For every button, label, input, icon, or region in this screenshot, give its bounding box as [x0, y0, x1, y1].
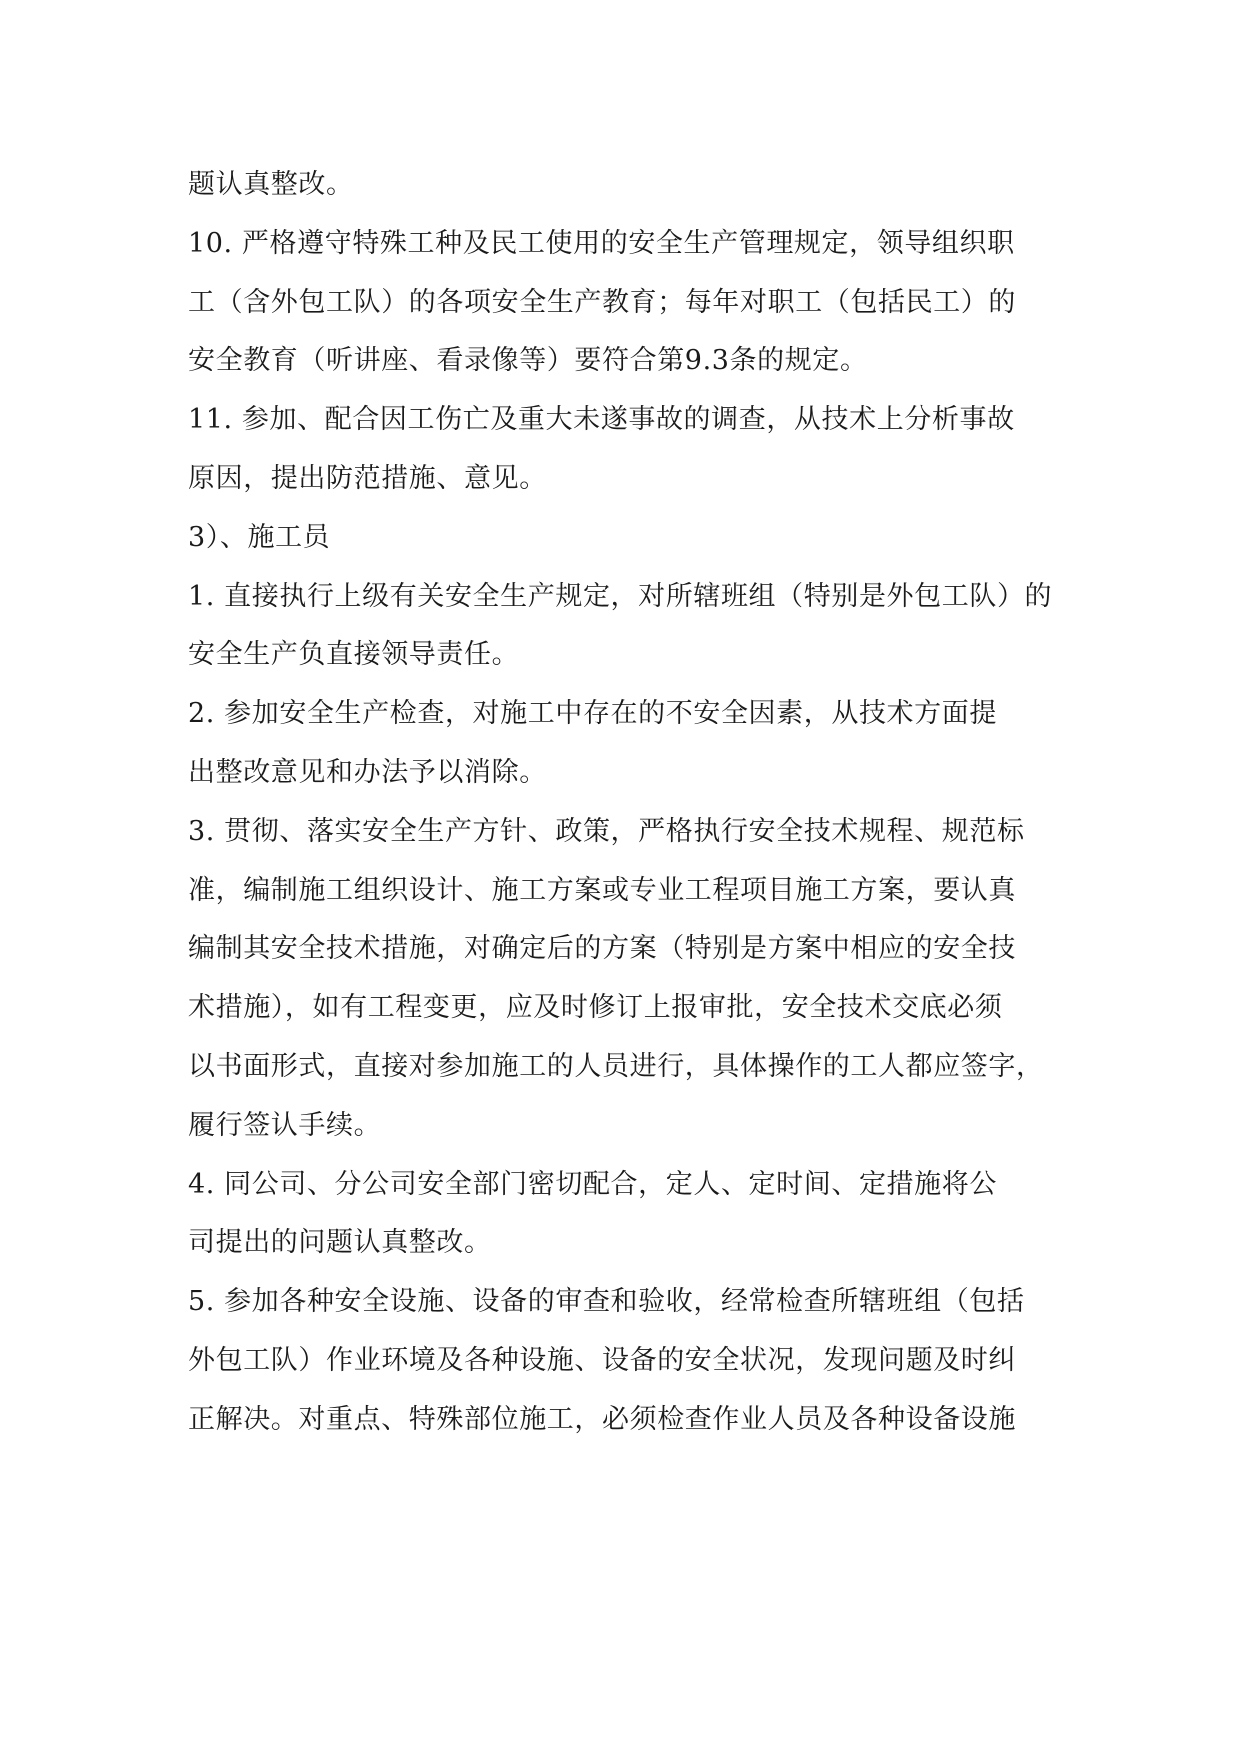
text-line: 10. 严格遵守特殊工种及民工使用的安全生产管理规定，领导组织职 [188, 227, 1015, 259]
text-line: 以书面形式，直接对参加施工的人员进行，具体操作的工人都应签字， [188, 1050, 1044, 1082]
text-line: 准，编制施工组织设计、施工方案或专业工程项目施工方案，要认真 [188, 874, 1016, 906]
text-line: 3. 贯彻、落实安全生产方针、政策，严格执行安全技术规程、规范标 [188, 815, 1025, 847]
text-line: 4. 同公司、分公司安全部门密切配合，定人、定时间、定措施将公 [188, 1168, 997, 1200]
text-line: 题认真整改。 [188, 169, 354, 200]
text-line: 工（含外包工队）的各项安全生产教育；每年对职工（包括民工）的 [188, 286, 1016, 318]
text-line: 司提出的问题认真整改。 [188, 1227, 492, 1259]
text-line: 安全教育（听讲座、看录像等）要符合第9.3条的规定。 [188, 345, 868, 377]
text-line: 履行签认手续。 [188, 1109, 382, 1141]
text-line: 2. 参加安全生产检查，对施工中存在的不安全因素，从技术方面提 [188, 698, 997, 730]
document-body [188, 156, 1068, 1450]
text-line: 编制其安全技术措施，对确定后的方案（特别是方案中相应的安全技 [188, 933, 1016, 965]
text-line: 原因，提出防范措施、意见。 [188, 462, 547, 494]
text-line: 正解决。对重点、特殊部位施工，必须检查作业人员及各种设备设施 [188, 1403, 1016, 1435]
section-heading: 3）、施工员 [188, 521, 331, 553]
text-line: 安全生产负直接领导责任。 [188, 639, 520, 671]
text-line: 外包工队）作业环境及各种设施、设备的安全状况，发现问题及时纠 [188, 1344, 1016, 1376]
text-line: 5. 参加各种安全设施、设备的审查和验收，经常检查所辖班组（包括 [188, 1286, 1025, 1318]
text-line: 1. 直接执行上级有关安全生产规定，对所辖班组（特别是外包工队）的 [188, 580, 1053, 612]
text-line: 术措施），如有工程变更，应及时修订上报审批，安全技术交底必须 [188, 992, 1003, 1024]
text-line: 11. 参加、配合因工伤亡及重大未遂事故的调查，从技术上分析事故 [188, 404, 1015, 436]
text-line: 出整改意见和办法予以消除。 [188, 756, 547, 788]
